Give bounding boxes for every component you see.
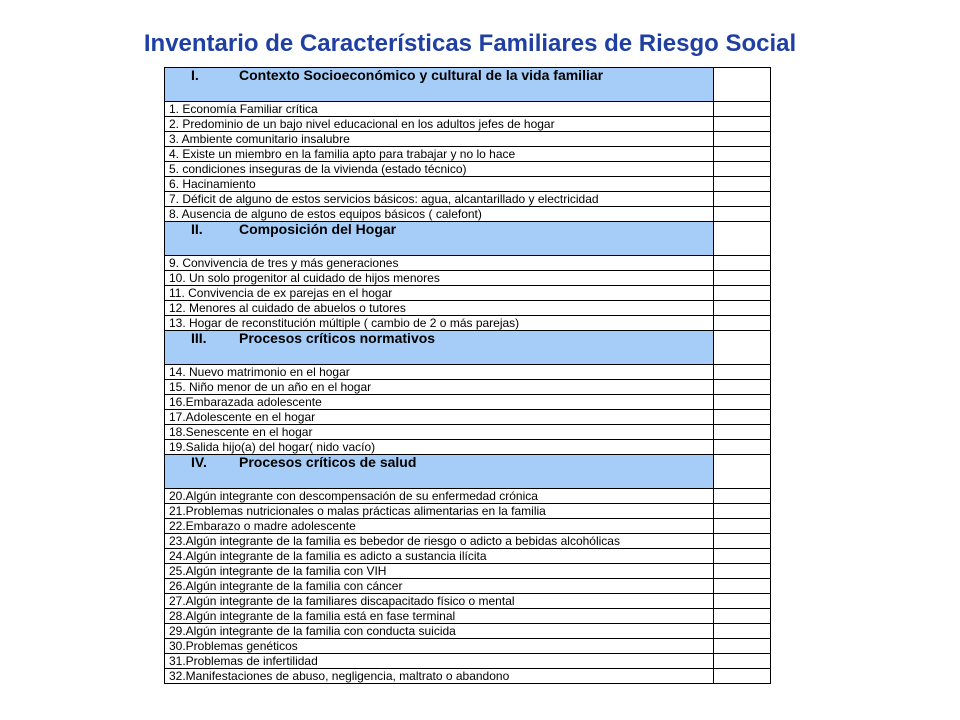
section-header-row xyxy=(165,331,771,365)
risk-item-label: 28.Algún integrante de la familia está en fase terminal xyxy=(165,609,714,624)
risk-item-label: 5. condiciones inseguras de la vivienda (estado técnico) xyxy=(165,162,714,177)
risk-item-label: 15. Niño menor de un año en el hogar xyxy=(165,380,714,395)
section-header xyxy=(165,455,714,489)
risk-item-label: 23.Algún integrante de la familia es bebedor de riesgo o adicto a bebidas alcohólicas xyxy=(165,534,714,549)
risk-item-check-cell[interactable] xyxy=(714,489,771,504)
risk-item-label: 12. Menores al cuidado de abuelos o tutores xyxy=(165,301,714,316)
table-row xyxy=(165,256,771,271)
table-row xyxy=(165,639,771,654)
table-row xyxy=(165,534,771,549)
table-row xyxy=(165,654,771,669)
risk-item-label: 27.Algún integrante de la familiares discapacitado físico o mental xyxy=(165,594,714,609)
table-row xyxy=(165,519,771,534)
section-check-cell xyxy=(714,68,771,102)
risk-item-label: 2. Predominio de un bajo nivel educacional en los adultos jefes de hogar xyxy=(165,117,714,132)
table-row xyxy=(165,410,771,425)
risk-item-label: 18.Senescente en el hogar xyxy=(165,425,714,440)
table-row xyxy=(165,162,771,177)
section-check-cell xyxy=(714,455,771,489)
table-row xyxy=(165,549,771,564)
risk-item-label: 13. Hogar de reconstitución múltiple ( cambio de 2 o más parejas) xyxy=(165,316,714,331)
section-check-cell xyxy=(714,331,771,365)
risk-item-check-cell[interactable] xyxy=(714,609,771,624)
risk-item-label: 29.Algún integrante de la familia con conducta suicida xyxy=(165,624,714,639)
risk-item-label: 3. Ambiente comunitario insalubre xyxy=(165,132,714,147)
table-row xyxy=(165,594,771,609)
risk-item-label: 26.Algún integrante de la familia con cáncer xyxy=(165,579,714,594)
risk-item-check-cell[interactable] xyxy=(714,534,771,549)
table-row xyxy=(165,579,771,594)
section-number: IV. xyxy=(191,454,207,470)
risk-item-check-cell[interactable] xyxy=(714,549,771,564)
risk-item-check-cell[interactable] xyxy=(714,654,771,669)
table-row xyxy=(165,192,771,207)
risk-item-label: 7. Déficit de alguno de estos servicios básicos: agua, alcantarillado y electricidad xyxy=(165,192,714,207)
risk-item-check-cell[interactable] xyxy=(714,271,771,286)
section-header-row xyxy=(165,68,771,102)
risk-item-check-cell[interactable] xyxy=(714,425,771,440)
risk-item-check-cell[interactable] xyxy=(714,579,771,594)
table-row xyxy=(165,132,771,147)
table-row xyxy=(165,102,771,117)
risk-inventory-table xyxy=(164,67,771,684)
table-row xyxy=(165,425,771,440)
risk-item-label: 11. Convivencia de ex parejas en el hogar xyxy=(165,286,714,301)
risk-item-label: 31.Problemas de infertilidad xyxy=(165,654,714,669)
section-check-cell xyxy=(714,222,771,256)
risk-item-label: 14. Nuevo matrimonio en el hogar xyxy=(165,365,714,380)
risk-item-check-cell[interactable] xyxy=(714,365,771,380)
table-row xyxy=(165,301,771,316)
risk-item-check-cell[interactable] xyxy=(714,102,771,117)
risk-item-check-cell[interactable] xyxy=(714,519,771,534)
risk-item-label: 25.Algún integrante de la familia con VIH xyxy=(165,564,714,579)
risk-item-check-cell[interactable] xyxy=(714,117,771,132)
risk-item-check-cell[interactable] xyxy=(714,504,771,519)
table-row xyxy=(165,316,771,331)
table-row xyxy=(165,564,771,579)
risk-item-check-cell[interactable] xyxy=(714,132,771,147)
risk-item-label: 24.Algún integrante de la familia es adicto a sustancia ilícita xyxy=(165,549,714,564)
risk-item-label: 22.Embarazo o madre adolescente xyxy=(165,519,714,534)
table-row xyxy=(165,609,771,624)
risk-item-check-cell[interactable] xyxy=(714,594,771,609)
section-number: III. xyxy=(191,330,207,346)
section-header-row xyxy=(165,222,771,256)
table-row xyxy=(165,380,771,395)
table-row xyxy=(165,147,771,162)
risk-item-check-cell[interactable] xyxy=(714,177,771,192)
risk-item-label: 10. Un solo progenitor al cuidado de hijos menores xyxy=(165,271,714,286)
risk-item-check-cell[interactable] xyxy=(714,316,771,331)
risk-item-label: 8. Ausencia de alguno de estos equipos básicos ( calefont) xyxy=(165,207,714,222)
table-row xyxy=(165,117,771,132)
risk-item-label: 4. Existe un miembro en la familia apto para trabajar y no lo hace xyxy=(165,147,714,162)
risk-item-check-cell[interactable] xyxy=(714,192,771,207)
risk-item-label: 9. Convivencia de tres y más generaciones xyxy=(165,256,714,271)
table-row xyxy=(165,489,771,504)
section-header xyxy=(165,331,714,365)
table-row xyxy=(165,395,771,410)
table-row xyxy=(165,365,771,380)
risk-item-check-cell[interactable] xyxy=(714,624,771,639)
risk-item-label: 1. Economía Familiar crítica xyxy=(165,102,714,117)
risk-item-label: 6. Hacinamiento xyxy=(165,177,714,192)
risk-item-check-cell[interactable] xyxy=(714,147,771,162)
risk-item-check-cell[interactable] xyxy=(714,301,771,316)
section-header xyxy=(165,68,714,102)
section-header xyxy=(165,222,714,256)
risk-item-check-cell[interactable] xyxy=(714,207,771,222)
table-row xyxy=(165,177,771,192)
risk-item-label: 17.Adolescente en el hogar xyxy=(165,410,714,425)
risk-item-label: 20.Algún integrante con descompensación de su enfermedad crónica xyxy=(165,489,714,504)
table-row xyxy=(165,271,771,286)
risk-item-check-cell[interactable] xyxy=(714,395,771,410)
table-row xyxy=(165,624,771,639)
risk-item-check-cell[interactable] xyxy=(714,669,771,684)
table-row xyxy=(165,669,771,684)
section-title: Procesos críticos normativos xyxy=(239,330,436,346)
table-row xyxy=(165,504,771,519)
section-title: Composición del Hogar xyxy=(239,221,397,237)
section-title: Contexto Socioeconómico y cultural de la vida familiar xyxy=(239,67,604,83)
risk-item-check-cell[interactable] xyxy=(714,162,771,177)
risk-item-label: 21.Problemas nutricionales o malas prácticas alimentarias en la familia xyxy=(165,504,714,519)
risk-item-label: 32.Manifestaciones de abuso, negligencia, maltrato o abandono xyxy=(165,669,714,684)
risk-item-check-cell[interactable] xyxy=(714,380,771,395)
risk-item-label: 30.Problemas genéticos xyxy=(165,639,714,654)
table-row xyxy=(165,440,771,455)
risk-item-check-cell[interactable] xyxy=(714,256,771,271)
risk-item-label: 19.Salida hijo(a) del hogar( nido vacío) xyxy=(165,440,714,455)
page-title: Inventario de Características Familiares de Riesgo Social xyxy=(143,30,797,57)
risk-item-check-cell[interactable] xyxy=(714,564,771,579)
risk-item-check-cell[interactable] xyxy=(714,410,771,425)
table-row xyxy=(165,286,771,301)
section-number: I. xyxy=(191,67,199,83)
section-title: Procesos críticos de salud xyxy=(239,454,417,470)
section-header-row xyxy=(165,455,771,489)
section-number: II. xyxy=(191,221,203,237)
risk-item-check-cell[interactable] xyxy=(714,286,771,301)
risk-item-check-cell[interactable] xyxy=(714,639,771,654)
risk-item-check-cell[interactable] xyxy=(714,440,771,455)
table-row xyxy=(165,207,771,222)
risk-item-label: 16.Embarazada adolescente xyxy=(165,395,714,410)
